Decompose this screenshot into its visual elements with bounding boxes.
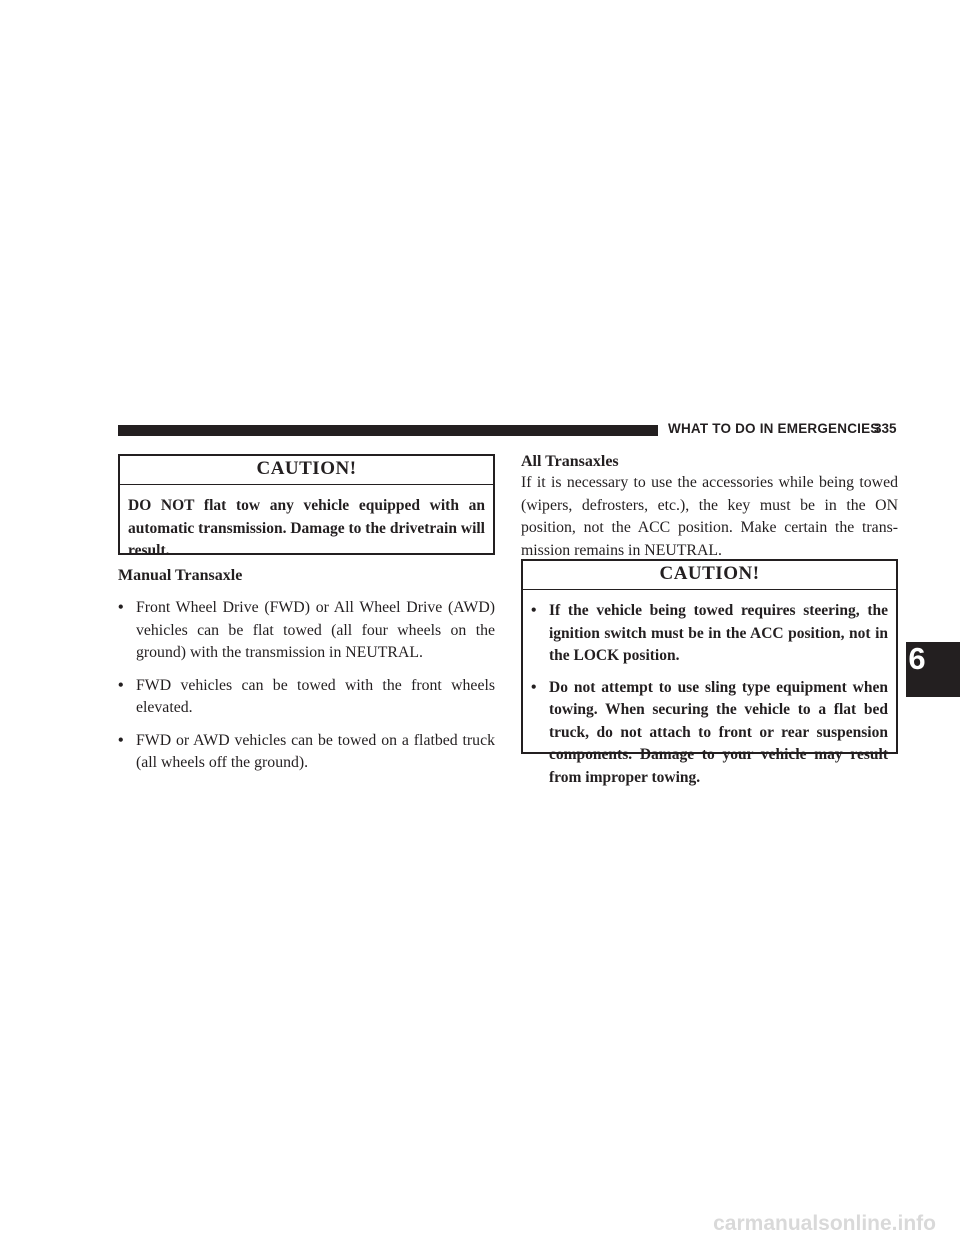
caution-body (523, 590, 896, 789)
running-header-title: WHAT TO DO IN EMERGENCIES (668, 421, 880, 436)
bullet-icon: • (118, 731, 124, 749)
caution-list (531, 600, 888, 789)
list-item (118, 730, 495, 775)
caution-text: DO NOT flat tow any vehicle equipped with an automatic transmission. Damage to the drivetrain will result. (128, 497, 485, 559)
list-item-text: If the vehicle being towed requires steering, the ignition switch must be in the ACC position, not in the LOCK position. (549, 602, 888, 664)
all-transaxles-heading: All Transaxles (521, 453, 619, 470)
chapter-tab-number: 6 (908, 641, 926, 676)
list-item (118, 675, 495, 720)
bullet-icon: • (531, 602, 537, 619)
watermark: carmanualsonline.info (713, 1212, 936, 1235)
list-item-text: Front Wheel Drive (FWD) or All Wheel Drive (AWD) vehicles can be flat towed (all four wheels on the ground) with the transmission in NEUTRAL. (136, 599, 495, 661)
manual-transaxle-heading: Manual Transaxle (118, 567, 243, 584)
bullet-icon: • (531, 678, 537, 696)
header-rule (118, 425, 658, 436)
list-item-text: FWD vehicles can be towed with the front wheels elevated. (136, 676, 495, 716)
list-item (531, 600, 888, 668)
list-item (531, 677, 888, 790)
all-transaxles-paragraph: If it is necessary to use the accessories while being towed (wipers, defrosters, etc.), the key must be in the ON position, not the ACC position. Make certain the trans-mission remains in NEUTRAL. (521, 474, 898, 559)
caution-box-towing (521, 559, 898, 786)
list-item-text: FWD or AWD vehicles can be towed on a flatbed truck (all wheels off the ground). (136, 731, 495, 771)
page-number: 335 (874, 421, 897, 436)
caution-title: CAUTION! (120, 456, 493, 485)
list-item-text: Do not attempt to use sling type equipment when towing. When securing the vehicle to a flat bed truck, do not attach to front or rear suspension components. Damage to your vehicle may result from improper towing. (549, 678, 888, 786)
bullet-icon: • (118, 599, 124, 616)
bullet-icon: • (118, 676, 124, 694)
caution-title: CAUTION! (523, 561, 896, 590)
caution-box-automatic-transmission (118, 454, 495, 559)
list-item (118, 597, 495, 665)
manual-transaxle-list (118, 597, 495, 785)
